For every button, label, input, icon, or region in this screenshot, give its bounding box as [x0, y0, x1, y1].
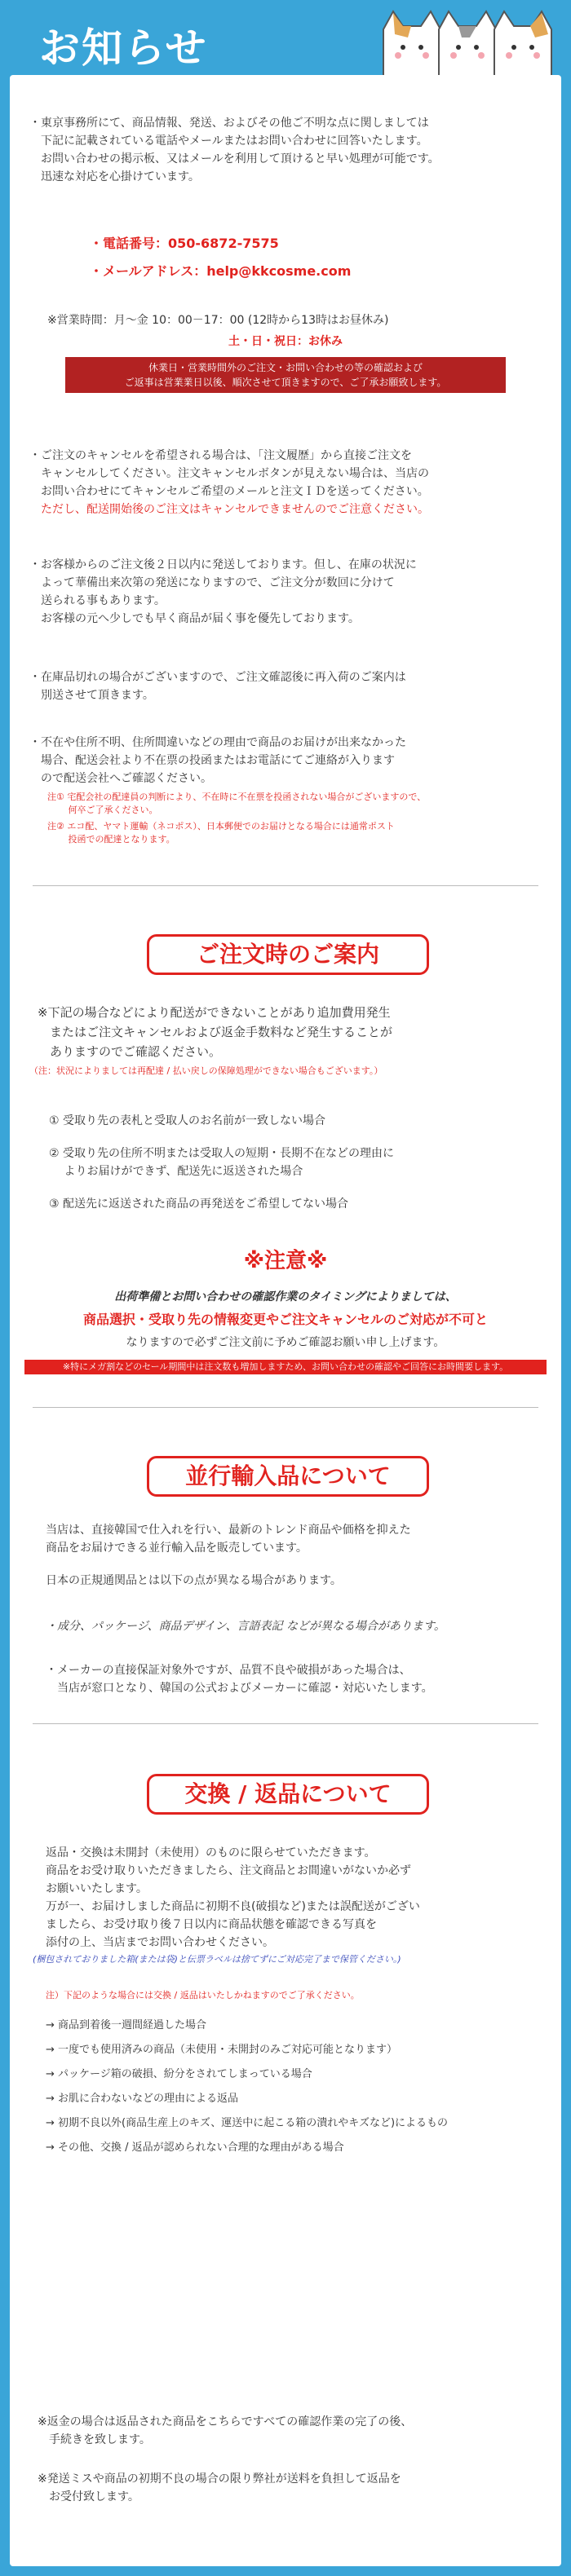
returns-note: (梱包されておりました箱(または袋)と伝票ラベルは捨てずにご対応完了まで保管ください。) [33, 1954, 401, 1965]
divider [33, 885, 538, 886]
parallel-text-2: 日本の正規通関品とは以下の点が異なる場合があります。 [46, 1574, 342, 1587]
shipping-cost-text: ※発送ミスや商品の初期不良の場合の限り弊社が送料を負担して返品を お受付致します。 [38, 2472, 401, 2503]
note-2: 注② エコ配、ヤマト運輸（ネコポス）、日本郵便でのお届けとなる場合には通常ポスト 投函での配達となります。 [47, 821, 395, 845]
address-text: ・不在や住所不明、住所間違いなどの理由で商品のお届けが出来なかった 場合、配送会社より不在票の投函またはお電話にてご連絡が入ります ので配送会社へご確認ください。 [29, 736, 406, 785]
shipping-text: ・お客様からのご注文後２日以内に発送しております。但し、在庫の状況に よって華備出来次第の発送になりますので、ご注文分が数回に分けて 送られる事もあります。 お客様の元へ少しでも早く商品が届く事を優先しております。 [29, 558, 417, 625]
stock-text: ・在庫品切れの場合がございますので、ご注文確認後に再入荷のご案内は 別送させて頂きます。 [29, 671, 406, 702]
list-item: → パッケージ箱の破損、紛分をされてしまっている場合 [46, 2068, 312, 2080]
holiday-notice: 休業日・営業時間外のご注文・お問い合わせの等の確認および ご返事は営業業日以後、順次させて頂きますので、ご了承お願致します。 [65, 357, 506, 393]
divider [33, 1723, 538, 1724]
list-item: → お肌に合わないなどの理由による返品 [46, 2093, 239, 2105]
parallel-heading: 並行輸入品について [147, 1456, 429, 1497]
list-item: → 商品到着後一週間経過した場合 [46, 2019, 207, 2031]
business-hours: ※営業時間：月～金 10：00－17：00 (12時から13時はお昼休み) [47, 314, 389, 327]
cancel-text: ・ご注文のキャンセルを希望される場合は、「注文履歴」から直接ご注文を キャンセルしてください。注文キャンセルボタンが見えない場合は、当店の お問い合わせにてキャンセルご希望のメールと注文ＩＤを送ってください。 [29, 449, 429, 498]
parallel-text-3: ・成分、パッケージ、商品デザイン、言語表記 などが異なる場合があります。 [46, 1620, 445, 1633]
sale-notice: ※特にメガ割などのセール期間中は注文数も増加しますため、お問い合わせの確認やご回答にお時間要します。 [24, 1360, 547, 1374]
case-1: ① 受取り先の表札と受取人のお名前が一致しない場合 [49, 1114, 325, 1127]
returns-conditions: 注）下記のような場合には交換 / 返品はいたしかねますのでご了承ください。 [46, 1990, 360, 2000]
phone-number: ・電話番号：050-6872-7575 [90, 236, 279, 251]
returns-list [46, 2014, 551, 2160]
case-2: ② 受取り先の住所不明または受取人の短期・長期不在などの理由に よりお届けができず、配送先に返送された場合 [49, 1147, 394, 1178]
list-item: → 初期不良以外(商品生産上のキズ、運送中に起こる箱の潰れやキズなど)によるもの [46, 2117, 449, 2129]
order-intro-note: （注：状況によりましては再配達 / 払い戻しの保障処理ができない場合もございます。） [29, 1065, 383, 1076]
header [0, 0, 571, 82]
case-3: ③ 配送先に返送された商品の再発送をご希望してない場合 [49, 1198, 348, 1211]
cancel-warning: ただし、配送開始後のご注文はキャンセルできませんのでご注意ください。 [29, 503, 429, 516]
caution-line-3: なりますので必ずご注文前に予めご確認お願い申し上げます。 [126, 1336, 445, 1349]
caution-title: ※注意※ [243, 1249, 328, 1273]
note-1: 注① 宅配会社の配達員の判断により、不在時に不在票を投函されない場合がございますので、 何卒ご了承ください。 [47, 792, 427, 815]
caution-line-2: 商品選択・受取り先の情報変更やご注文キャンセルのご対応が不可と [82, 1312, 488, 1327]
refund-text: ※返金の場合は返品された商品をこちらですべての確認作業の完了の後、 手続きを致します。 [38, 2415, 413, 2446]
order-heading: ご注文時のご案内 [147, 934, 429, 975]
order-intro: ※下記の場合などにより配送ができないことがあり追加費用発生 またはご注文キャンセルおよび返金手数料など発生することが ありますのでご確認ください。 [38, 1005, 393, 1059]
returns-heading: 交換 / 返品について [147, 1774, 429, 1815]
list-item: → 一度でも使用済みの商品（未使用・未開封のみご対応可能となります） [46, 2044, 398, 2056]
mail-address: ・メールアドレス：help@kkcosme.com [90, 263, 352, 279]
parallel-text-1: 当店は、直接韓国で仕入れを行い、最新のトレンド商品や価格を抑えた 商品をお届けできる並行輸入品を販売しています。 [46, 1524, 411, 1555]
caution-line-1: 出荷準備とお問い合わせの確認作業のタイミングによりましては、 [114, 1290, 457, 1303]
divider [33, 1407, 538, 1408]
intro-text: ・東京事務所にて、商品情報、発送、およびその他ご不明な点に関しましては 下記に記載されている電話やメールまたはお問い合わせに回答いたします。 お問い合わせの掲示板、又はメールを利用して頂けると早い処理が可能です。 迅速な対応を心掛けています。 [29, 117, 440, 183]
list-item: → その他、交換 / 返品が認められない合理的な理由がある場合 [46, 2142, 344, 2154]
returns-text-1: 返品・交換は未開封（未使用）のものに限らせていただきます。 商品をお受け取りいただきましたら、注文商品とお間違いがないか必ず お願いいたします。 万が一、お届けしました商品に初期不良(破損など)または誤配送がござい ましたら、お受け取り後７日以内に商品状態を確認できる写真を 添付の上、当店までお問い合わせください。 [46, 1846, 420, 1949]
page-title: お知らせ [39, 24, 208, 72]
cats-illustration-icon [375, 5, 555, 78]
parallel-text-4: ・メーカーの直接保証対象外ですが、品質不良や破損があった場合は、 当店が窓口となり、韓国の公式およびメーカーに確認・対応いたします。 [46, 1664, 433, 1695]
holiday-text: 土・日・祝日：お休み [228, 335, 343, 348]
